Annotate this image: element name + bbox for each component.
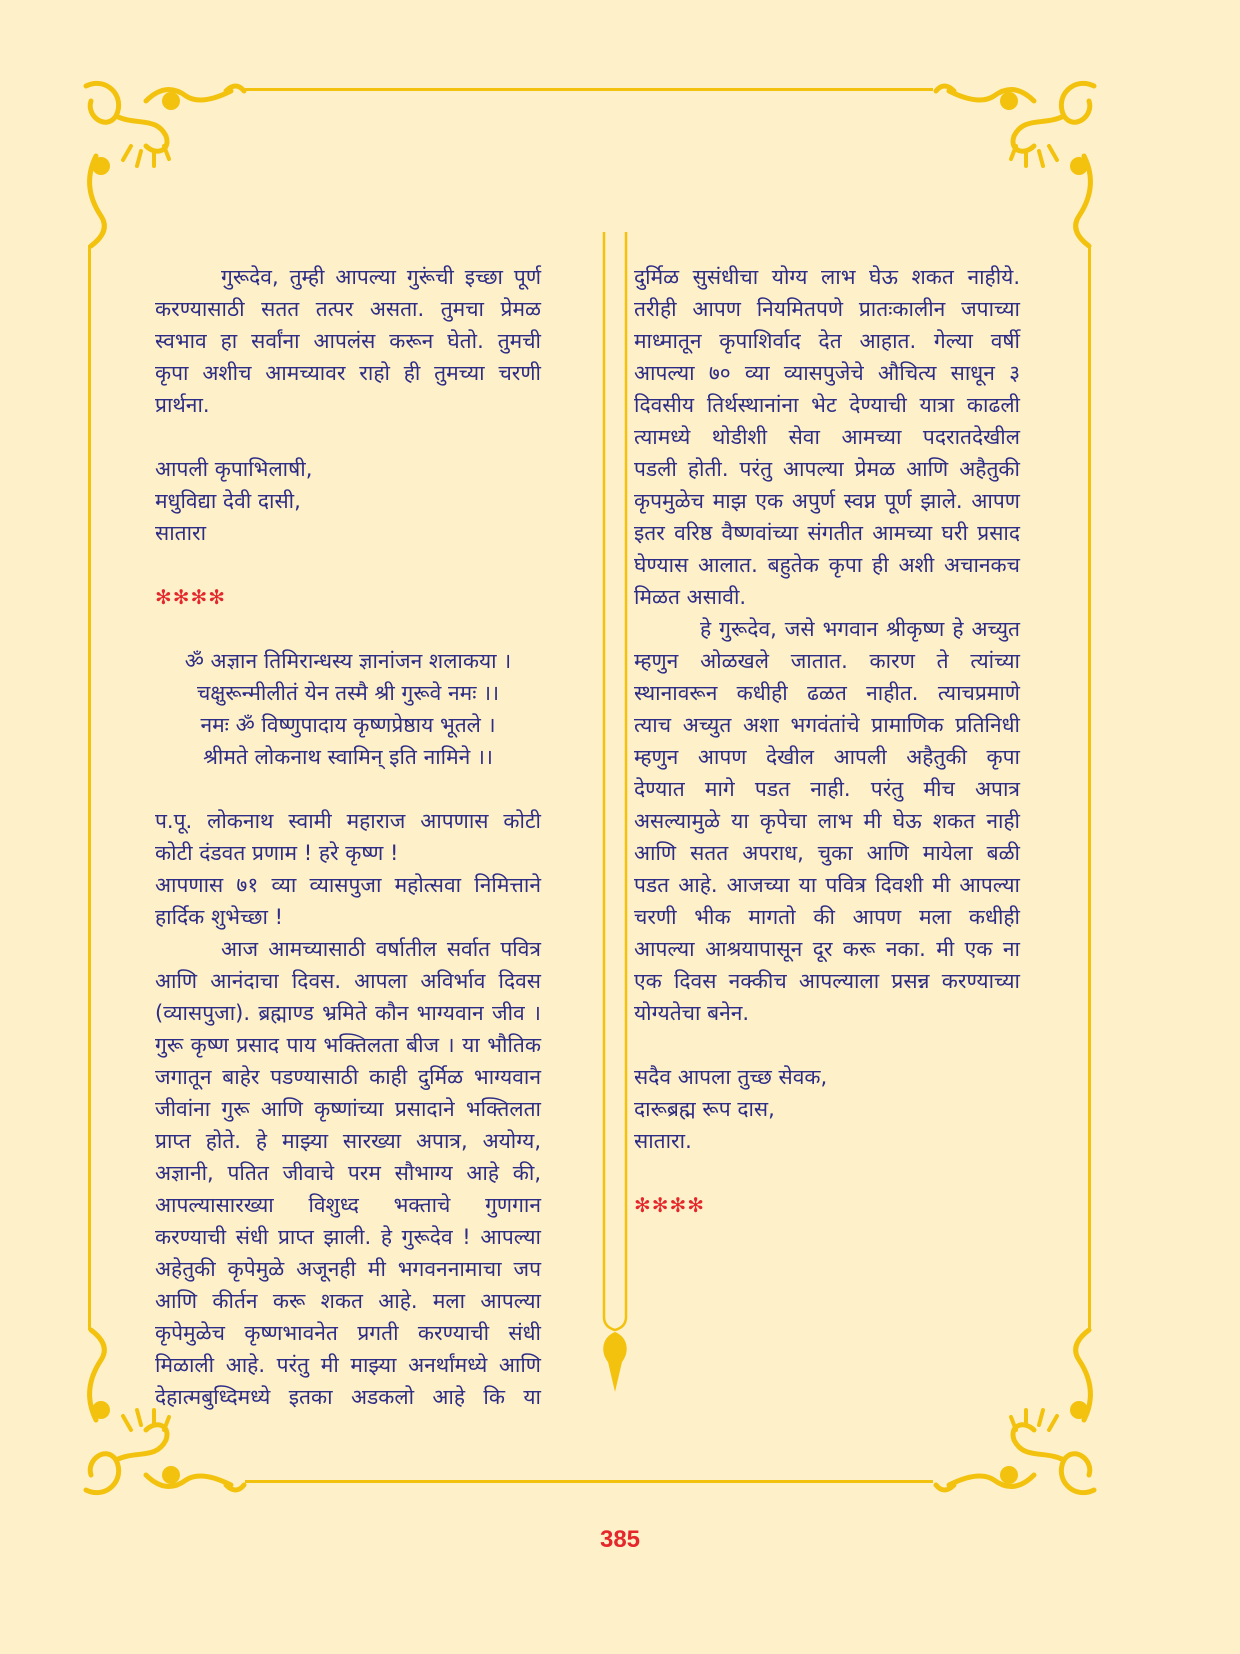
blank-line (634, 1157, 1020, 1189)
text-line: (व्यासपुजा). ब्रह्माण्ड भ्रमिते कौन भाग्यवान जीव । (155, 1001, 541, 1025)
text-line: दुर्मिळ सुसंधीचा योग्य लाभ घेऊ शकत नाहीये. (634, 265, 1020, 289)
text-line: मिळाली आहे. परंतु मी माझ्या अनर्थांमध्ये आणि (155, 1353, 541, 1377)
blank-line (155, 549, 541, 581)
text-line: आपल्या ७० व्या व्यासपुजेचे औचित्य साधून ३ (634, 361, 1020, 385)
text-line: हार्दिक शुभेच्छा ! (155, 905, 284, 929)
text-line: तरीही आपण नियमितपणे प्रातःकालीन जपाच्या (634, 297, 1020, 321)
text-line: प.पू. लोकनाथ स्वामी महाराज आपणास कोटी (155, 809, 541, 833)
text-line: चरणी भीक मागतो की आपण मला कधीही (634, 905, 1020, 929)
right-column (634, 261, 1020, 1221)
text-line: आपली कृपाभिलाषी, (155, 457, 313, 481)
text-line: पडली होती. परंतु आपल्या प्रेमळ आणि अहैतुकी (634, 457, 1020, 481)
text-line: स्थानावरून कधीही ढळत नाहीत. त्याचप्रमाणे (634, 681, 1020, 705)
text-line: घेण्यास आलात. बहुतेक कृपा ही अशी अचानकच (634, 553, 1020, 577)
text-line: आणि आनंदाचा दिवस. आपला अविर्भाव दिवस (155, 969, 541, 993)
text-line: सातारा (155, 521, 207, 545)
text-line: कृपेमुळेच कृष्णभावनेत प्रगती करण्याची संधी (155, 1321, 541, 1345)
text-line: गुरू कृष्ण प्रसाद पाय भक्तिलता बीज । या भौतिक (155, 1033, 541, 1057)
text-line: त्यामध्ये थोडीशी सेवा आमच्या पदरातदेखील (634, 425, 1020, 449)
text-line: स्वभाव हा सर्वांना आपलंस करून घेतो. तुमची (155, 329, 541, 353)
text-line: नमः ॐ विष्णुपादाय कृष्णप्रेष्ठाय भूतले । (200, 713, 496, 737)
text-line: आणि सतत अपराध, चुका आणि मायेला बळी (634, 841, 1020, 865)
text-line: आपणास ७१ व्या व्यासपुजा महोत्सवा निमित्ताने (155, 873, 541, 897)
corner-ornament-icon (76, 76, 256, 256)
text-line: म्हणुन ओळखले जातात. कारण ते त्यांच्या (634, 649, 1020, 673)
text-line: मिळत असावी. (634, 585, 747, 609)
separator-stars: ✻✻✻✻ (155, 585, 227, 609)
text-line: हे गुरूदेव, जसे भगवान श्रीकृष्ण हे अच्युत (700, 617, 1020, 641)
text-line: सातारा. (634, 1129, 692, 1153)
corner-ornament-icon (924, 1320, 1104, 1500)
text-line: त्याच अच्युत अशा भगवंतांचे प्रामाणिक प्रतिनिधी (634, 713, 1020, 737)
text-line: सदैव आपला तुच्छ सेवक, (634, 1065, 828, 1089)
text-line: प्रार्थना. (155, 393, 210, 417)
text-line: देण्यात मागे पडत नाही. परंतु मीच अपात्र (634, 777, 1020, 801)
left-border-line (88, 245, 91, 1330)
text-line: असल्यामुळे या कृपेचा लाभ मी घेऊ शकत नाही (634, 809, 1020, 833)
text-line: ॐ अज्ञान तिमिरान्धस्य ज्ञानांजन शलाकया । (184, 649, 512, 673)
text-line: दारूब्रह्म रूप दास, (634, 1097, 775, 1121)
blank-line (634, 1029, 1020, 1061)
text-line: श्रीमते लोकनाथ स्वामिन् इति नामिने ।। (203, 745, 493, 769)
text-line: प्राप्त होते. हे माझ्या सारख्या अपात्र, अयोग्य, (155, 1129, 541, 1153)
text-line: कृपमुळेच माझ एक अपुर्ण स्वप्न पूर्ण झाले. आपण (634, 489, 1020, 513)
text-line: कृपा अशीच आमच्यावर राहो ही तुमच्या चरणी (155, 361, 541, 385)
bottom-border-line (245, 1480, 933, 1483)
text-line: म्हणुन आपण देखील आपली अहैतुकी कृपा (634, 745, 1020, 769)
text-line: आणि कीर्तन करू शकत आहे. मला आपल्या (155, 1289, 541, 1313)
blank-line (155, 613, 541, 645)
left-column (155, 261, 541, 1413)
right-border-line (1088, 245, 1091, 1330)
text-line: गुरूदेव, तुम्ही आपल्या गुरूंची इच्छा पूर्ण (221, 265, 541, 289)
text-line: पडत आहे. आजच्या या पवित्र दिवशी मी आपल्या (634, 873, 1020, 897)
corner-ornament-icon (924, 76, 1104, 256)
text-line: कोटी दंडवत प्रणाम ! हरे कृष्ण ! (155, 841, 399, 865)
text-line: इतर वरिष्ठ वैष्णवांच्या संगतीत आमच्या घरी प्रसाद (634, 521, 1020, 545)
text-line: करण्यासाठी सतत तत्पर असता. तुमचा प्रेमळ (155, 297, 541, 321)
text-line: आपल्यासारख्या विशुध्द भक्ताचे गुणगान (155, 1193, 541, 1217)
blank-line (155, 773, 541, 805)
text-line: चक्षुरून्मीलीतं येन तस्मै श्री गुरूवे नमः ।। (196, 681, 500, 705)
text-line: आज आमच्यासाठी वर्षातील सर्वात पवित्र (221, 937, 541, 961)
text-line: जगातून बाहेर पडण्यासाठी काही दुर्मिळ भाग्यवान (155, 1065, 541, 1089)
text-line: माध्मातून कृपाशिर्वाद देत आहात. गेल्या वर्षी (634, 329, 1020, 353)
text-line: देहात्मबुध्दिमध्ये इतका अडकलो आहे कि या (155, 1385, 541, 1409)
blank-line (155, 421, 541, 453)
text-line: दिवसीय तिर्थस्थानांना भेट देण्याची यात्रा काढली (634, 393, 1020, 417)
column-divider (600, 232, 630, 1392)
top-border-line (245, 88, 933, 91)
text-line: जीवांना गुरू आणि कृष्णांच्या प्रसादाने भक्तिलता (155, 1097, 541, 1121)
text-line: करण्याची संधी प्राप्त झाली. हे गुरूदेव ! आपल्या (155, 1225, 541, 1249)
separator-stars: ✻✻✻✻ (634, 1193, 706, 1217)
text-line: योग्यतेचा बनेन. (634, 1001, 750, 1025)
text-line: अज्ञानी, पतित जीवाचे परम सौभाग्य आहे की, (155, 1161, 541, 1185)
page-number: 385 (599, 1526, 641, 1553)
text-line: मधुविद्या देवी दासी, (155, 489, 301, 513)
text-line: अहेतुकी कृपेमुळे अजूनही मी भगवननामाचा जप (155, 1257, 541, 1281)
text-line: एक दिवस नक्कीच आपल्याला प्रसन्न करण्याच्या (634, 969, 1020, 993)
text-line: आपल्या आश्रयापासून दूर करू नका. मी एक ना (634, 937, 1020, 961)
